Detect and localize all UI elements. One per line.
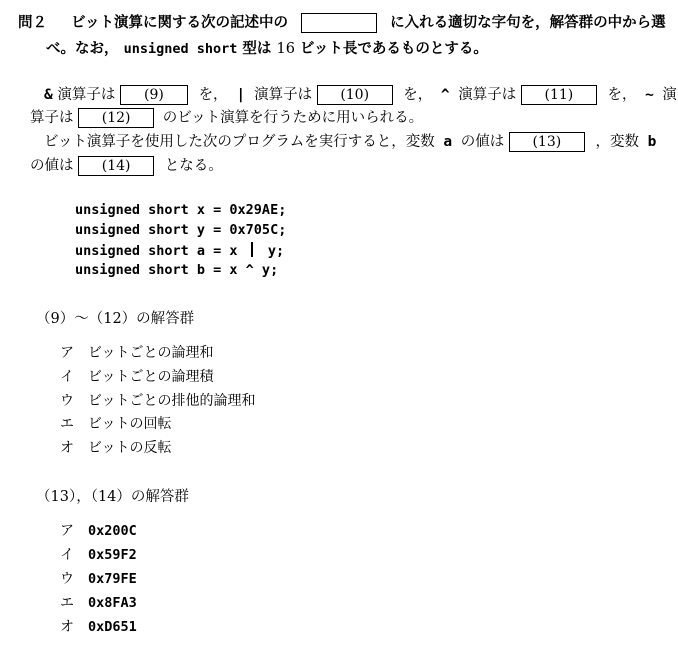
answer-group-1-title: （9）～（12）の解答群 (36, 311, 195, 327)
question-number: 問２ (18, 15, 47, 31)
blank-10: (10) (317, 85, 393, 105)
blank-11: (11) (521, 85, 597, 105)
para-line-3: ビット演算子を使用した次のプログラムを実行すると，変数 a の値は (13) ，変数 b (44, 134, 657, 150)
answer-option: ウ 0x79FE (60, 571, 137, 587)
para-line-2: 算子は (12) のビット演算を行うために用いられる。 (30, 110, 424, 126)
answer-option: イ ビットごとの論理積 (60, 369, 214, 385)
blank-9: (9) (120, 85, 188, 105)
blank-13: (13) (509, 132, 585, 152)
blank-12: (12) (78, 108, 154, 128)
answer-group-2-title: （13），（14）の解答群 (36, 489, 189, 505)
answer-option: エ 0x8FA3 (60, 595, 137, 611)
code-line-3: unsigned short a = x y; (75, 243, 285, 259)
answer-option: ア 0x200C (60, 523, 137, 539)
question-text: ビット演算に関する次の記述中の (71, 15, 289, 31)
code-line-1: unsigned short x = 0x29AE; (75, 202, 287, 218)
answer-option: エ ビットの回転 (60, 416, 172, 432)
header-blank (301, 13, 377, 33)
answer-option: ウ ビットごとの排他的論理和 (60, 393, 256, 409)
code-line-2: unsigned short y = 0x705C; (75, 222, 287, 238)
blank-14: (14) (78, 156, 154, 176)
answer-option: オ 0xD651 (60, 619, 137, 635)
answer-option: イ 0x59F2 (60, 547, 137, 563)
para-line-4: の値は (14) となる。 (30, 158, 223, 174)
question-line2: べ。なお， unsigned short 型は 16 ビット長であるものとする。 (46, 41, 488, 57)
code-line-4: unsigned short b = x ^ y; (75, 262, 279, 278)
question-header (18, 11, 666, 33)
pipe-operator (251, 242, 253, 257)
para-line-1: & 演算子は (9) を， | 演算子は (10) を， ^ 演算子は (11) を， ~ 演 (44, 87, 677, 103)
answer-option: オ ビットの反転 (60, 440, 172, 456)
answer-option: ア ビットごとの論理和 (60, 345, 214, 361)
question-text-cont: に入れる適切な字句を，解答群の中から選 (390, 15, 666, 31)
